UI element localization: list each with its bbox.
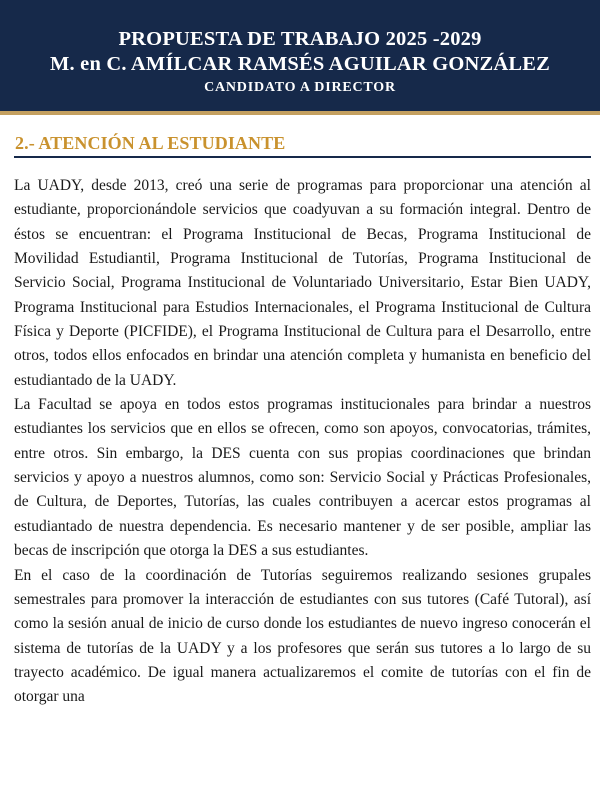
paragraph-programs: La UADY, desde 2013, creó una serie de programas para proporcionar una atención al estudiante, proporcionándole servicios que coadyuvan a su formación integral. Dentro de éstos se encuentran: el Programa Institucional de Becas, Programa Institucional de Movilidad Estudiantil, Programa Institucional de Tutorías, Programa Institucional de Servicio Social, Programa Institucional de Voluntariado Universitario, Estar Bien UADY, Programa Institucional para Estudios Internacionales, el Programa Institucional de Cultura Física y Deporte (PICFIDE), el Programa Institucional de Cultura para el Desarrollo, entre otros, todos ellos enfocados en brindar una atención completa y humanista en beneficio del estudiantado de la UADY. bbox=[14, 177, 591, 389]
section-divider bbox=[14, 156, 591, 158]
section-title: 2.- ATENCIÓN AL ESTUDIANTE bbox=[15, 133, 286, 153]
document-header bbox=[0, 0, 600, 115]
proposal-title: PROPUESTA DE TRABAJO 2025 -2029 bbox=[118, 28, 482, 50]
candidate-role: CANDIDATO A DIRECTOR bbox=[204, 80, 396, 95]
candidate-name: M. en C. AMÍLCAR RAMSÉS AGUILAR GONZÁLEZ bbox=[49, 53, 551, 75]
paragraph-tutoring: En el caso de la coordinación de Tutorías seguiremos realizando sesiones grupales semestrales para promover la interacción de estudiantes con sus tutores (Café Tutoral), así como la sesión anual de inicio de curso donde los estudiantes de nuevo ingreso conocerán el sistema de tutorías de la UADY y a los profesores que serán sus tutores a lo largo de su trayecto académico. De igual manera actualizaremos el comite de tutorías con el fin de otorgar una bbox=[14, 566, 591, 706]
section-body bbox=[14, 174, 591, 710]
paragraph-faculty-support: La Facultad se apoya en todos estos programas institucionales para brindar a nuestros estudiantes los servicios que en ellos se ofrecen, como son apoyos, convocatorias, trámites, entre otros. Sin embargo, la DES cuenta con sus propias coordinaciones que brindan servicios y apoyo a nuestros alumnos, como son: Servicio Social y Prácticas Profesionales, de Cultura, de Deportes, Tutorías, las cuales contribuyen a acercar estos programas al estudiantado de nuestra dependencia. Es necesario mantener y de ser posible, ampliar las becas de inscripción que otorga la DES a sus estudiantes. bbox=[14, 396, 591, 560]
